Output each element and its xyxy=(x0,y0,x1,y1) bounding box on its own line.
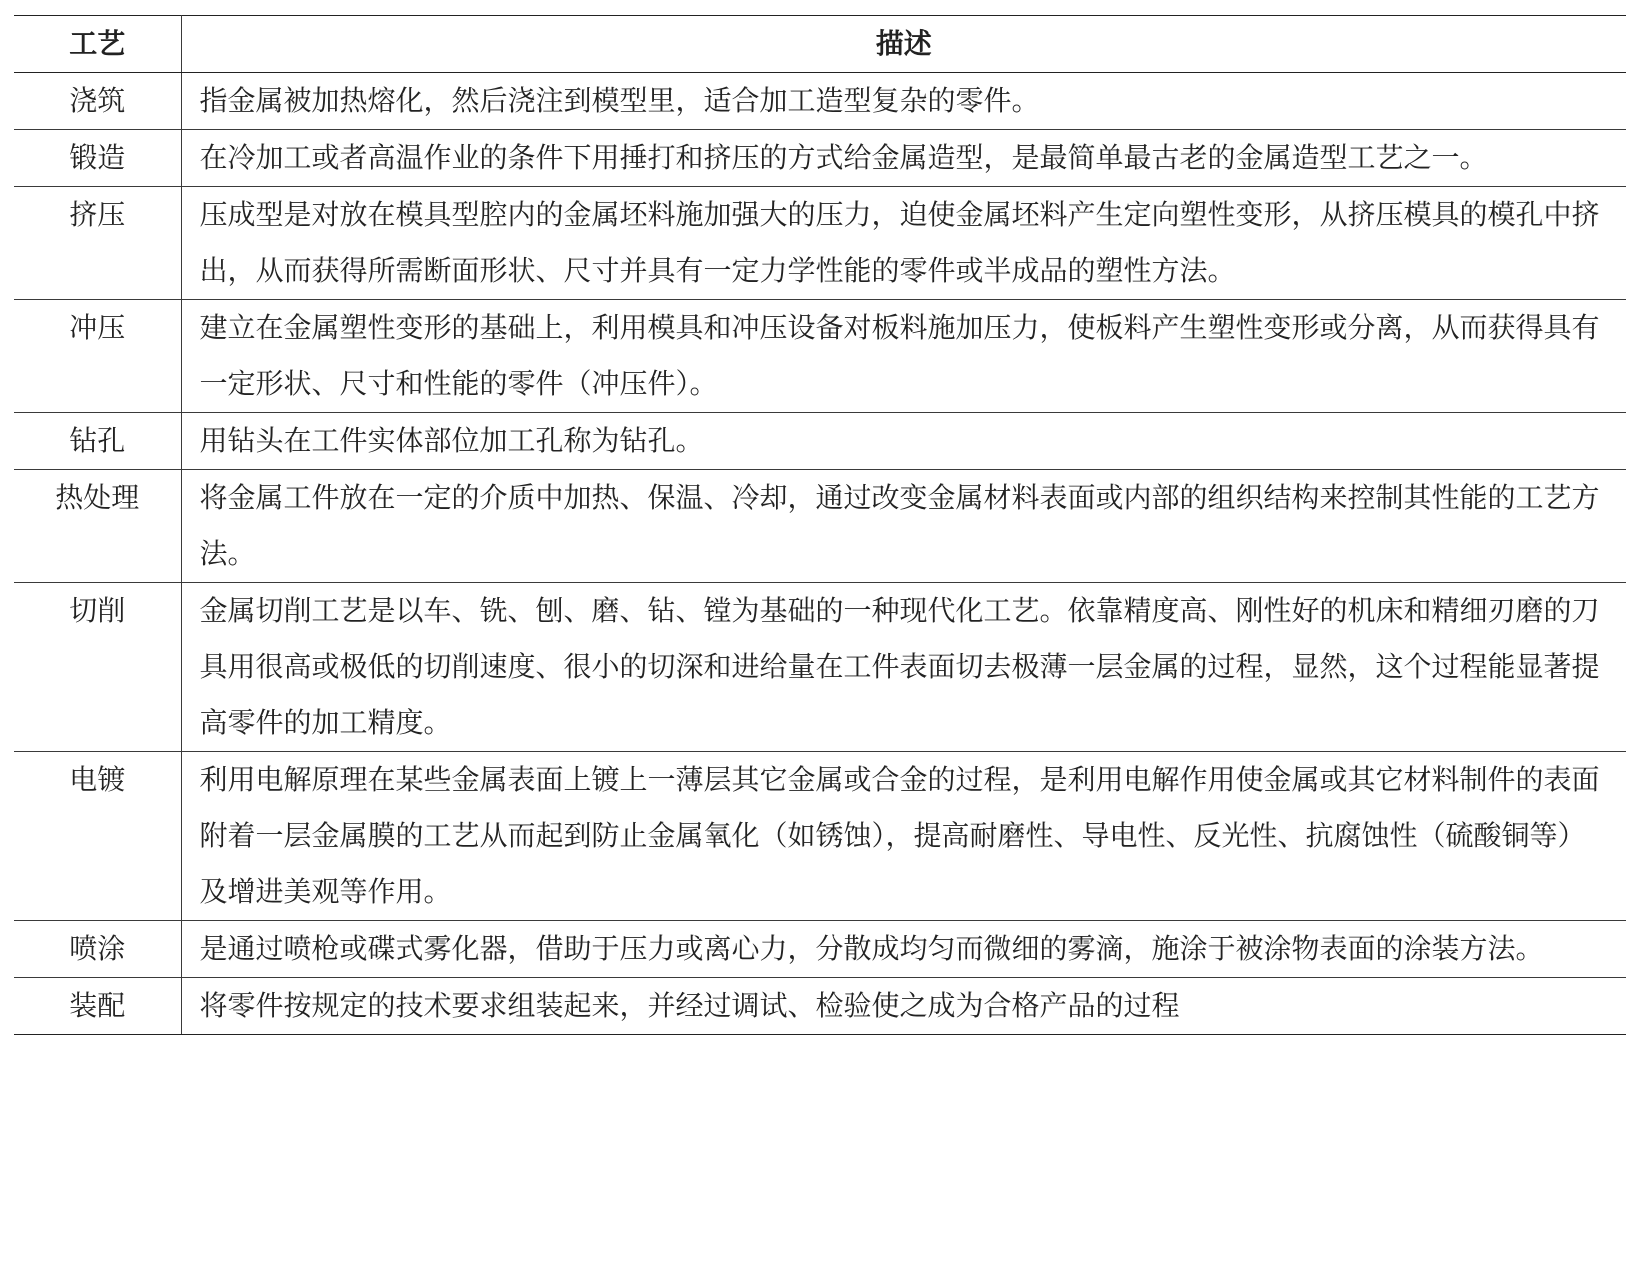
process-cell: 浇筑 xyxy=(14,73,181,130)
table-row xyxy=(14,187,1626,300)
description-cell: 建立在金属塑性变形的基础上，利用模具和冲压设备对板料施加压力，使板料产生塑性变形或分离，从而获得具有一定形状、尺寸和性能的零件（冲压件）。 xyxy=(181,300,1626,413)
process-cell: 热处理 xyxy=(14,470,181,583)
description-cell: 用钻头在工件实体部位加工孔称为钻孔。 xyxy=(181,413,1626,470)
table-row xyxy=(14,978,1626,1035)
description-cell: 在冷加工或者高温作业的条件下用捶打和挤压的方式给金属造型，是最简单最古老的金属造型工艺之一。 xyxy=(181,130,1626,187)
table-row xyxy=(14,752,1626,921)
description-cell: 指金属被加热熔化，然后浇注到模型里，适合加工造型复杂的零件。 xyxy=(181,73,1626,130)
description-cell: 将金属工件放在一定的介质中加热、保温、冷却，通过改变金属材料表面或内部的组织结构来控制其性能的工艺方法。 xyxy=(181,470,1626,583)
process-cell: 冲压 xyxy=(14,300,181,413)
process-cell: 喷涂 xyxy=(14,921,181,978)
process-cell: 切削 xyxy=(14,583,181,752)
table-row xyxy=(14,470,1626,583)
header-row xyxy=(14,16,1626,73)
table-row xyxy=(14,413,1626,470)
table-row xyxy=(14,130,1626,187)
table-row xyxy=(14,921,1626,978)
header-description: 描述 xyxy=(181,16,1626,73)
description-cell: 利用电解原理在某些金属表面上镀上一薄层其它金属或合金的过程，是利用电解作用使金属或其它材料制件的表面附着一层金属膜的工艺从而起到防止金属氧化（如锈蚀），提高耐磨性、导电性、反光性、抗腐蚀性（硫酸铜等）及增进美观等作用。 xyxy=(181,752,1626,921)
header-process: 工艺 xyxy=(14,16,181,73)
table-row xyxy=(14,583,1626,752)
table-row xyxy=(14,73,1626,130)
process-cell: 锻造 xyxy=(14,130,181,187)
process-table xyxy=(14,15,1626,1035)
process-cell: 钻孔 xyxy=(14,413,181,470)
table-row xyxy=(14,300,1626,413)
process-cell: 挤压 xyxy=(14,187,181,300)
process-cell: 装配 xyxy=(14,978,181,1035)
description-cell: 压成型是对放在模具型腔内的金属坯料施加强大的压力，迫使金属坯料产生定向塑性变形，从挤压模具的模孔中挤出，从而获得所需断面形状、尺寸并具有一定力学性能的零件或半成品的塑性方法。 xyxy=(181,187,1626,300)
table-body xyxy=(14,73,1626,1035)
description-cell: 金属切削工艺是以车、铣、刨、磨、钻、镗为基础的一种现代化工艺。依靠精度高、刚性好的机床和精细刃磨的刀具用很高或极低的切削速度、很小的切深和进给量在工件表面切去极薄一层金属的过程，显然，这个过程能显著提高零件的加工精度。 xyxy=(181,583,1626,752)
description-cell: 将零件按规定的技术要求组装起来，并经过调试、检验使之成为合格产品的过程 xyxy=(181,978,1626,1035)
process-cell: 电镀 xyxy=(14,752,181,921)
description-cell: 是通过喷枪或碟式雾化器，借助于压力或离心力，分散成均匀而微细的雾滴，施涂于被涂物表面的涂装方法。 xyxy=(181,921,1626,978)
table-header xyxy=(14,16,1626,73)
